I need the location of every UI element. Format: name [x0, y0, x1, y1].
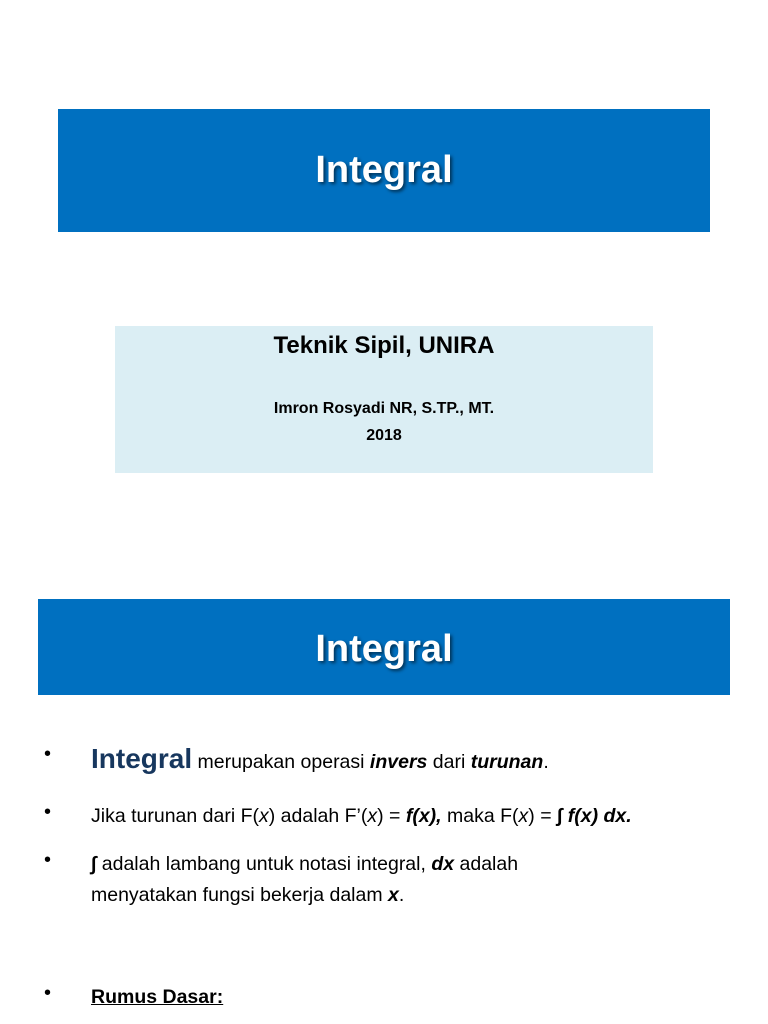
term: Integral [91, 743, 193, 774]
bullet-text: ∫ adalah lambang untuk notasi integral, dx adalah menyatakan fungsi bekerja dalam x. [91, 853, 519, 906]
bullet-text: Integral merupakan operasi invers dari turunan. [91, 743, 549, 774]
organization: Teknik Sipil, UNIRA [273, 332, 495, 359]
bullet-dot: • [44, 743, 52, 765]
subtitle-box [115, 326, 653, 473]
section-title: Integral [315, 627, 453, 670]
author: Imron Rosyadi NR, S.TP., MT. [273, 400, 495, 417]
slide-title: Integral [315, 149, 453, 191]
section-banner [38, 599, 730, 695]
bullet-dot: • [44, 801, 52, 823]
title-banner [58, 109, 710, 232]
year: 2018 [366, 427, 402, 444]
bullet-text: Jika turunan dari F(x) adalah F’(x) = f(x), maka F(x) = ∫ f(x) dx. [91, 805, 632, 827]
bullet-text [91, 982, 751, 1013]
bullet-dot: • [44, 982, 52, 1004]
bullet-dot: • [44, 849, 52, 871]
rumus-dasar-heading: Rumus Dasar: [91, 986, 224, 1008]
